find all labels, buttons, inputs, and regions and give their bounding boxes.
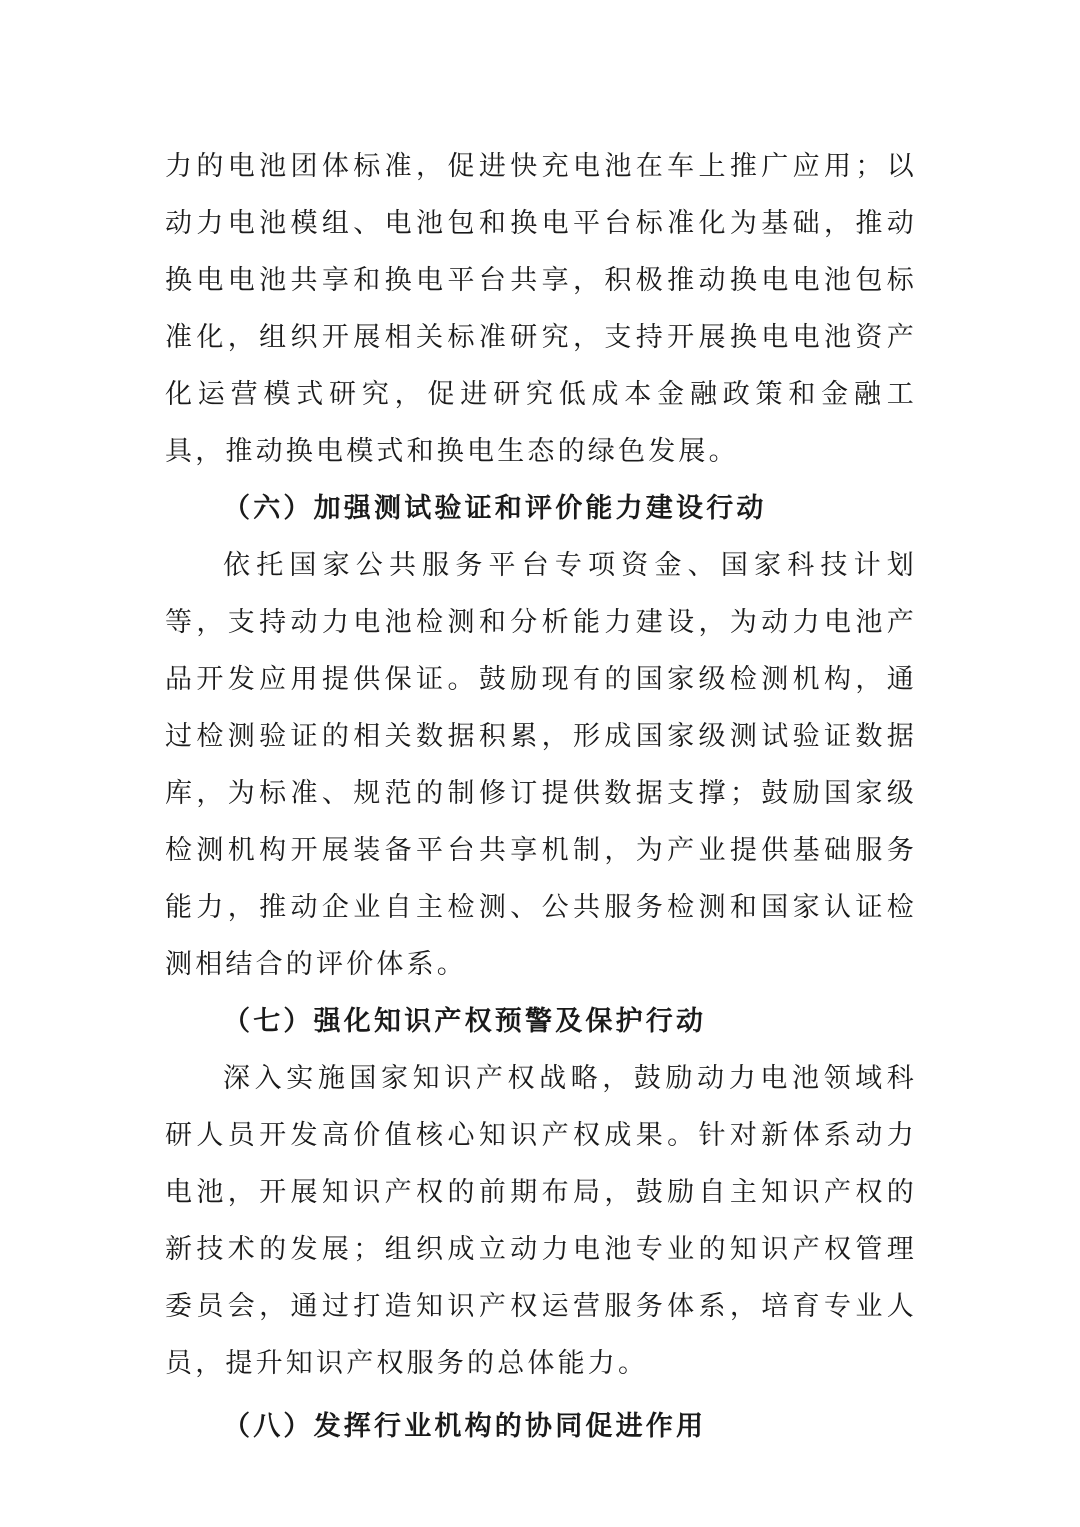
- section-heading-ip-protection: （七）强化知识产权预警及保护行动: [223, 1006, 707, 1037]
- document-body: [165, 138, 917, 1455]
- paragraph-testing-evaluation: 依托国家公共服务平台专项资金、国家科技计划等，支持动力电池检测和分析能力建设，为动力电池产品开发应用提供保证。鼓励现有的国家级检测机构，通过检测验证的相关数据积累，形成国家级测试验证数据库，为标准、规范的制修订提供数据支撑；鼓励国家级检测机构开展装备平台共享机制，为产业提供基础服务能力，推动企业自主检测、公共服务检测和国家认证检测相结合的评价体系。: [165, 550, 917, 980]
- paragraph-ip-protection: 深入实施国家知识产权战略，鼓励动力电池领域科研人员开发高价值核心知识产权成果。针对新体系动力电池，开展知识产权的前期布局，鼓励自主知识产权的新技术的发展；组织成立动力电池专业的知识产权管理委员会，通过打造知识产权运营服务体系，培育专业人员，提升知识产权服务的总体能力。: [165, 1063, 917, 1379]
- section-heading-testing-evaluation: （六）加强测试验证和评价能力建设行动: [223, 493, 767, 524]
- paragraph-continuation-battery-standards: 力的电池团体标准，促进快充电池在车上推广应用；以动力电池模组、电池包和换电平台标准化为基础，推动换电电池共享和换电平台共享，积极推动换电电池包标准化，组织开展相关标准研究，支持开展换电电池资产化运营模式研究，促进研究低成本金融政策和金融工具，推动换电模式和换电生态的绿色发展。: [165, 151, 917, 467]
- section-heading-industry-institutions: （八）发挥行业机构的协同促进作用: [223, 1411, 707, 1442]
